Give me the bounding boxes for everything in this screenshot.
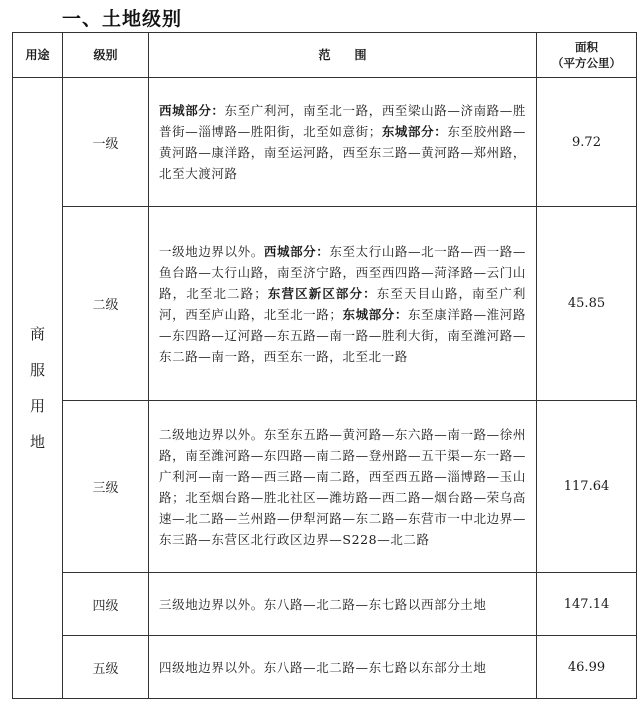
table-row (13, 78, 637, 207)
area-cell: 9.72 (537, 78, 637, 207)
scope-section-name: 东营区新区部分： (267, 285, 377, 301)
table-row (13, 573, 637, 636)
scope-text: 一级地边界以外。 (159, 243, 264, 259)
scope-text: 四级地边界以外。东八路—北二路—东七路以东部分土地 (159, 659, 487, 675)
scope-cell (149, 636, 537, 699)
scope-text: 三级地边界以外。东八路—北二路—东七路以西部分土地 (159, 596, 487, 612)
land-grade-table (12, 32, 637, 699)
header-area-unit: （平方公里） (552, 56, 621, 70)
header-scope: 范 围 (149, 33, 537, 78)
scope-text: 东至广利河，南至北一路，西至梁山路—济南路—胜普街—淄博路—胜阳街，北至如意街； (159, 103, 526, 139)
scope-section-name: 东城部分： (381, 124, 448, 139)
scope-section-name: 西城部分： (159, 103, 225, 118)
scope-cell (149, 78, 537, 207)
scope-text: 二级地边界以外。东至东五路—黄河路—东六路—南一路—徐州路，南至潍河路—东四路—南二路—登州路—五干渠—东一路—广利河—南一路—西三路—南二路，西至西五路—淄博路—玉山路；北至烟台路—胜北社区—潍坊路—西二路—烟台路—荣乌高速—北二路—兰州路—伊犁河路—东二路—东营市一中北边界—东三路—东营区北行政区边界—S228—北二路 (159, 426, 526, 547)
table-row (13, 636, 637, 699)
area-cell: 46.99 (537, 636, 637, 699)
scope-text: 东至胶州路—黄河路—康洋路，南至运河路，西至东三路—黄河路—郑州路，北至大渡河路 (159, 124, 526, 181)
level-cell: 三级 (63, 401, 149, 573)
header-use: 用途 (13, 33, 63, 78)
area-cell: 147.14 (537, 573, 637, 636)
scope-text: 东至康洋路—淮河路—东四路—辽河路—东五路—南一路—胜利大街，南至潍河路—东二路—南一路，西至东一路，北至北一路 (159, 306, 526, 364)
scope-text: 东至太行山路—北一路—西一路—鱼台路—太行山路，南至济宁路，西至西四路—菏泽路—云门山路，北至北二路； (159, 243, 526, 301)
scope-cell (149, 573, 537, 636)
area-cell: 45.85 (537, 207, 637, 401)
header-area (537, 33, 637, 78)
section-heading: 一、土地级别 (62, 8, 183, 30)
scope-section-name: 东城部分： (342, 306, 409, 322)
table-row (13, 207, 637, 401)
level-cell: 二级 (63, 207, 149, 401)
header-row (13, 33, 637, 78)
use-label: 商服用地 (29, 325, 45, 451)
level-cell: 一级 (63, 78, 149, 207)
header-area-title: 面积 (575, 40, 598, 54)
area-cell: 117.64 (537, 401, 637, 573)
scope-section-name: 西城部分： (263, 243, 330, 259)
table-row (13, 401, 637, 573)
scope-cell (149, 401, 537, 573)
level-cell: 四级 (63, 573, 149, 636)
scope-cell (149, 207, 537, 401)
use-cell (13, 78, 63, 699)
level-cell: 五级 (63, 636, 149, 699)
header-level: 级别 (63, 33, 149, 78)
scope-text: 东至天目山路，南至广利河，西至庐山路，北至北一路； (159, 285, 526, 322)
